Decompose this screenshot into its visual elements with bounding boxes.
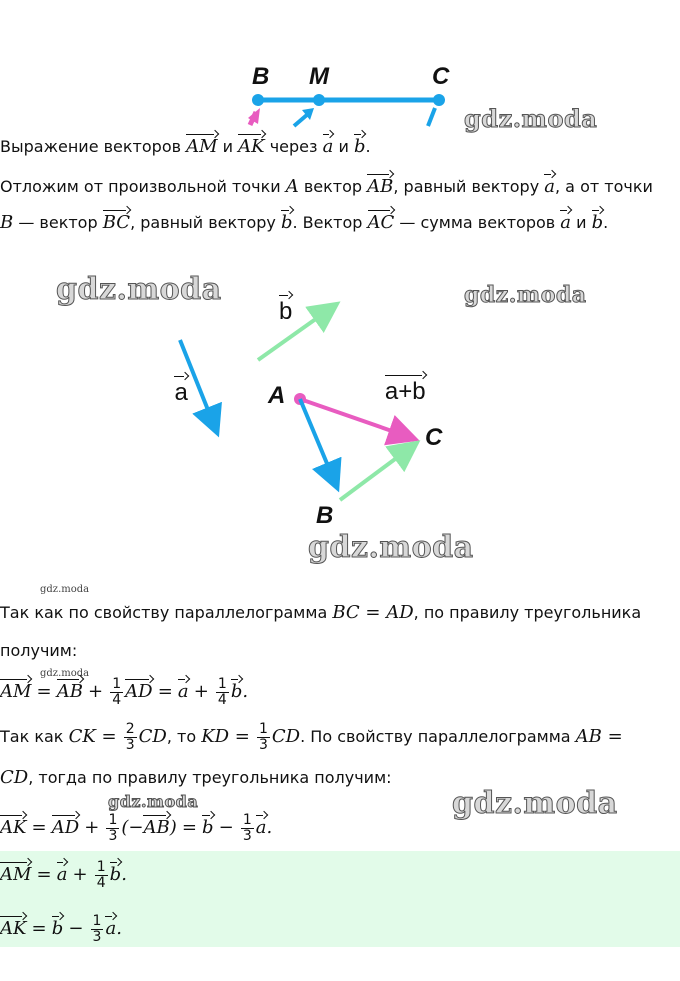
text-line-3: B — вектор BC, равный вектору b. Вектор AC — сумма векторов a и b.: [0, 207, 608, 233]
label-vector-b: b: [279, 292, 292, 326]
watermark-small: gdz.moda: [40, 584, 90, 595]
answer-am: AM = a + $\frac{1}{4}$ b.: [0, 859, 127, 891]
watermark: gdz.moda: [56, 272, 222, 307]
watermark: gdz.moda: [308, 530, 474, 565]
label-point-a: A: [268, 382, 286, 409]
equation-ak-ad-ab: AK = AD + $\frac{1}{3}$ (−AB) = b − $\frac{1}{3}$ a.: [0, 812, 273, 844]
text-para-1: Так как по свойству параллелограмма BC = AD, по правилу треугольника: [0, 602, 642, 623]
watermark: gdz.moda: [108, 792, 199, 811]
text-para-1b: получим:: [0, 641, 78, 660]
label-m: M: [309, 63, 329, 90]
label-point-b: B: [316, 502, 334, 529]
answer-box: [0, 851, 680, 947]
text-para-2: Так как CK = $\frac{2}{3}$ CD, то KD = $\frac{1}{3}$ CD. По свойству параллелограмма AB =: [0, 721, 623, 753]
answer-ak: AK = b − $\frac{1}{3}$ a.: [0, 913, 122, 945]
watermark: gdz.moda: [452, 786, 618, 821]
watermark: gdz.moda: [464, 104, 598, 133]
label-b: B: [252, 63, 270, 90]
text-line-1: Выражение векторов AM и AK через a и b.: [0, 131, 371, 157]
label-vector-a-plus-b: a+b: [385, 372, 426, 406]
text-para-2b: CD, тогда по правилу треугольника получим:: [0, 767, 392, 788]
text-line-2: Отложим от произвольной точки A вектор AB, равный вектору a, а от точки: [0, 171, 653, 197]
watermark: gdz.moda: [464, 282, 587, 308]
equation-am-ab-ad: AM = AB + $\frac{1}{4}$ AD = a + $\frac{1}{4}$ b.: [0, 676, 249, 708]
label-point-c: C: [425, 424, 443, 451]
label-c: C: [432, 63, 450, 90]
watermark-small: gdz.moda: [40, 668, 90, 679]
label-vector-a: a: [174, 373, 187, 407]
